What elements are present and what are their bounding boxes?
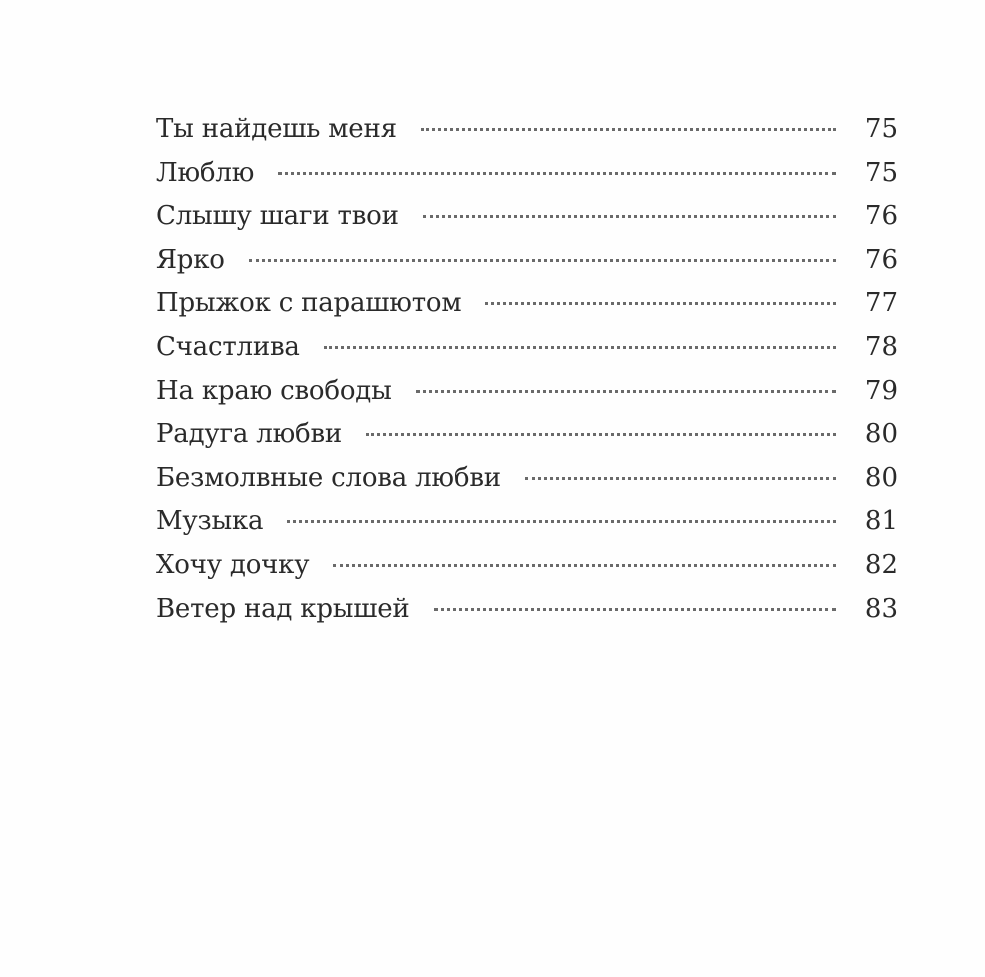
dot-leader — [525, 477, 836, 480]
dot-leader — [421, 128, 836, 131]
toc-entry-title: Слышу шаги твои — [156, 201, 399, 232]
toc-entry-page-number: 75 — [864, 114, 898, 144]
toc-entry-title: На краю свободы — [156, 375, 392, 406]
toc-entry-page-number: 80 — [864, 419, 898, 450]
toc-entry-page-number: 81 — [864, 506, 898, 537]
toc-entry — [156, 326, 898, 370]
toc-entry-title: Хочу дочку — [156, 549, 310, 580]
dot-leader — [423, 215, 836, 218]
toc-entry — [156, 108, 898, 152]
toc-entry-title: Безмолвные слова любви — [156, 462, 501, 493]
toc-entry — [156, 588, 898, 632]
toc-entry — [156, 152, 898, 196]
toc-entry-title: Прыжок с парашютом — [156, 288, 462, 319]
toc-entry — [156, 239, 898, 283]
toc-entry-title: Ярко — [156, 244, 225, 275]
toc-entry-page-number: 76 — [864, 201, 898, 232]
toc-entry-page-number: 83 — [864, 593, 898, 624]
toc-entry-title: Радуга любви — [156, 419, 343, 450]
toc-entry-page-number: 75 — [864, 157, 898, 188]
toc-entry-page-number: 78 — [864, 331, 898, 362]
toc-entry — [156, 500, 898, 544]
toc-entry-page-number: 79 — [864, 375, 898, 406]
toc-entry-page-number: 77 — [864, 288, 898, 319]
dot-leader — [485, 302, 836, 305]
dot-leader — [287, 520, 836, 523]
dot-leader — [278, 172, 836, 175]
dot-leader — [434, 608, 836, 611]
toc-entry-page-number: 82 — [864, 549, 898, 580]
toc-entry — [156, 370, 898, 414]
toc-entry — [156, 457, 898, 501]
toc-entry — [156, 195, 898, 239]
toc-entry-page-number: 76 — [864, 244, 898, 275]
toc-entry-title: Люблю — [156, 157, 255, 188]
dot-leader — [324, 346, 836, 349]
table-of-contents — [156, 108, 898, 631]
toc-entry — [156, 544, 898, 588]
dot-leader — [416, 390, 836, 393]
toc-entry-title: Счастлива — [156, 331, 300, 362]
dot-leader — [249, 259, 836, 262]
toc-entry-title: Ты найдешь меня — [156, 114, 397, 144]
toc-entry-page-number: 80 — [864, 462, 898, 493]
toc-entry — [156, 282, 898, 326]
dot-leader — [333, 564, 836, 567]
toc-entry-title: Ветер над крышей — [156, 593, 410, 624]
toc-entry-title: Музыка — [156, 506, 264, 537]
dot-leader — [366, 433, 836, 436]
toc-entry — [156, 413, 898, 457]
